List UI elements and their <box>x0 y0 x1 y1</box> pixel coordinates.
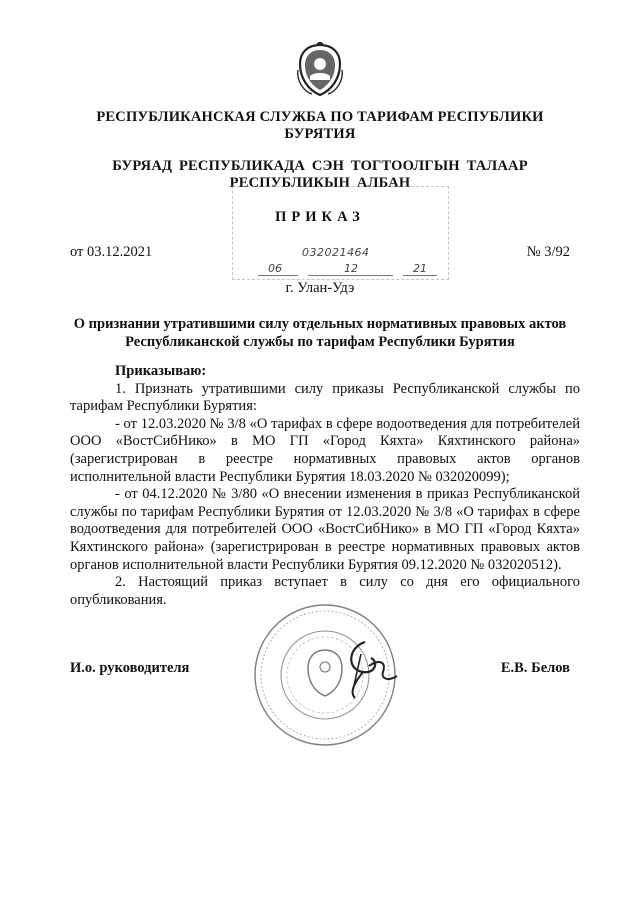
registration-day: 06 <box>268 262 282 275</box>
republic-of-buryatia-emblem-icon <box>294 42 346 98</box>
order-number: № 3/92 <box>526 244 570 260</box>
registration-number: 032021464 <box>302 246 370 259</box>
registration-year-line <box>403 275 437 276</box>
city: г. Улан-Удэ <box>285 280 355 296</box>
registration-year: 21 <box>413 262 427 275</box>
clause-1-item-a: - от 12.03.2020 № 3/8 «О тарифах в сфере водоотведения для потребителей ООО «ВостСибНико» в МО ГП «Город Кяхта» Кяхтинского района» (зарегистрирован в реестре нормативных правовых актов органов исполнительной власти Республики Бурятия 18.03.2020 № 032020099); <box>70 415 580 485</box>
clause-1: 1. Признать утратившими силу приказы Республиканской службы по тарифам Республики Бурятия: <box>70 380 580 415</box>
clause-2: 2. Настоящий приказ вступает в силу со дня его официального опубликования. <box>70 574 580 608</box>
registration-month: 12 <box>344 262 358 275</box>
order-directive: Приказываю: <box>115 363 207 379</box>
organization-name-russian: РЕСПУБЛИКАНСКАЯ СЛУЖБА ПО ТАРИФАМ РЕСПУБЛИКИ БУРЯТИЯ <box>96 109 544 142</box>
handwritten-signature-icon <box>325 630 405 710</box>
registration-month-line <box>308 275 393 276</box>
order-body <box>70 363 580 609</box>
clause-1-item-b: - от 04.12.2020 № 3/80 «О внесении изменения в приказ Республиканской службы по тарифам Республики Бурятия от 12.03.2020 № 3/8 «О тарифах в сфере водоотведения для потребителей ООО «ВостСибНико» в МО ГП «Город Кяхта» Кяхтинского района» (зарегистрирован в реестре нормативных правовых актов органов исполнительной власти Республики Бурятия 09.12.2020 № 032020512). <box>70 486 580 573</box>
registration-day-line <box>258 275 298 276</box>
signer-role: И.о. руководителя <box>70 660 190 676</box>
order-date: от 03.12.2021 <box>70 244 153 260</box>
document-kind-title: ПРИКАЗ <box>275 209 365 225</box>
signer-name: Е.В. Белов <box>500 660 570 676</box>
order-subject: О признании утратившими силу отдельных нормативных правовых актов Республиканской службы по тарифам Республики Бурятия <box>73 316 567 350</box>
organization-name-buryat: БУРЯАД РЕСПУБЛИКАДА СЭН ТОГТООЛГЫН ТАЛААР РЕСПУБЛИКЫН АЛБАН <box>112 158 528 191</box>
